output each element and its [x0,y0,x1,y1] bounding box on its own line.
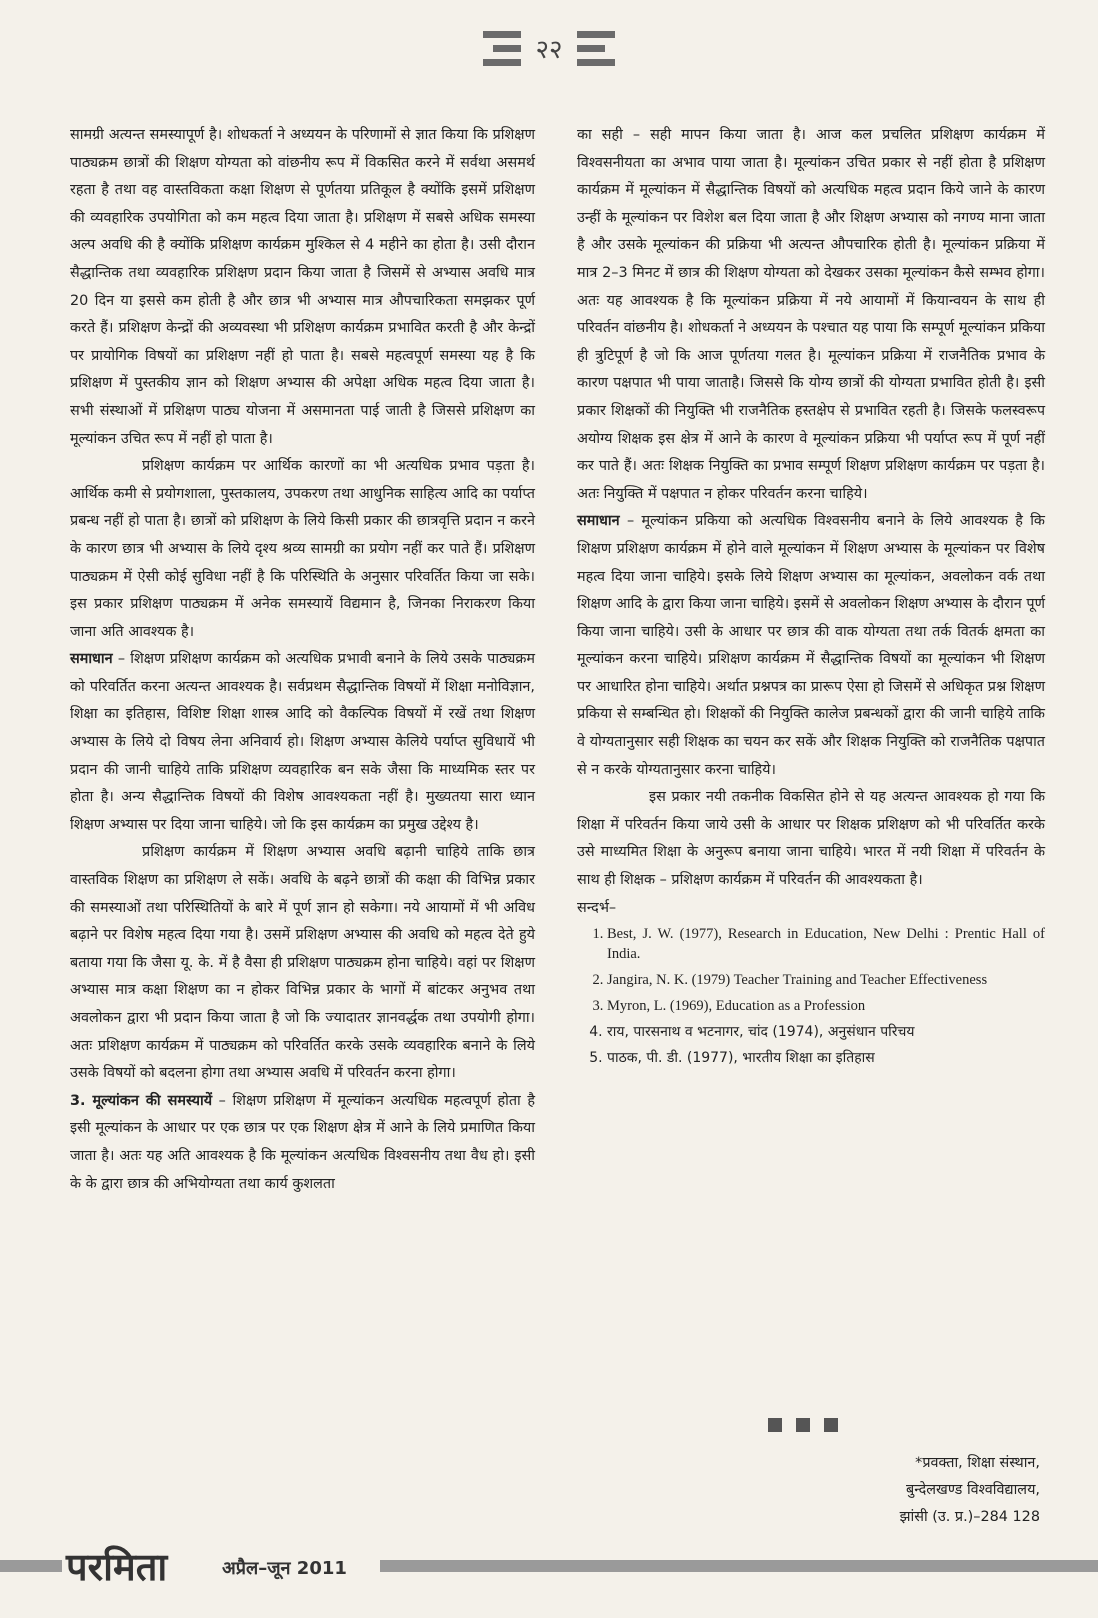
affiliation-line: *प्रवक्ता, शिक्षा संस्थान, [915,1455,1040,1471]
references-list [577,924,1045,1068]
references-heading: सन्दर्भ– [577,899,617,916]
issue-date: अप्रैल–जून 2011 [222,1558,347,1579]
right-paragraph-3: इस प्रकार नयी तकनीक विकसित होने से यह अत्यन्त आवश्यक हो गया कि शिक्षा में परिवर्तन किया जाये उसी के आधार पर शिक्षक प्रशिक्षण को भी परिवर्तित करके उसे माध्यमित शिक्षा के अनुरूप बनाया जाना चाहिये। भारत में नयी शिक्षा में परिवर्तन के साथ ही शिक्षक – प्रशिक्षण कार्यक्रम में परिवर्तन की आवश्यकता है। [577,789,1045,889]
reference-item: 1. Best, J. W. (1977), Research in Education, New Delhi : Prentic Hall of India. [607,924,1045,964]
reference-item: 4. राय, पारसनाथ व भटनागर, चांद (1974), अनुसंधान परिचय [607,1022,1045,1042]
right-paragraph-2: समाधान – मूल्यांकन प्रकिया को अत्यधिक विश्वसनीय बनाने के लिये आवश्यक है कि शिक्षण प्रशिक्षण कार्यक्रम में होने वाले मूल्यांकन में शिक्षण अभ्यास के मूल्यांकन पर विशेष महत्व दिया जाना चाहिये। इसके लिये शिक्षण अभ्यास का मूल्यांकन, अवलोकन वर्क तथा शिक्षण आदि के द्वारा किया जाना चाहिये। इसमें से अवलोकन शिक्षण अभ्यास के दौरान पूर्ण किया जाना चाहिये। उसी के आधार पर छात्र की वाक योग्यता तथा तर्क वितर्क क्षमता का मूल्यांकन करना चाहिये। प्रशिक्षण कार्यक्रम में सैद्धान्तिक विषयों का मूल्यांकन भी शिक्षण पर आधारित होना चाहिये। अर्थात प्रश्नपत्र का प्रारूप ऐसा हो जिसमें से अधिकृत प्रश्न शिक्षण प्रकिया से सम्बन्धित हो। शिक्षकों की नियुक्ति कालेज प्रबन्धकों द्वारा की जानी चाहिये ताकि वे योग्यतानुसार सही शिक्षक का चयन कर सकें और शिक्षक नियुक्ति को राजनैतिक पक्षपात से न करके योग्यतानुसार करना चाहिये। [577,513,1045,778]
left-paragraph-5: 3. मूल्यांकन की समस्यायें – शिक्षण प्रशिक्षण में मूल्यांकन अत्यधिक महत्वपूर्ण होता है इसी मूल्यांकन के आधार पर एक छात्र पर एक शिक्षण क्षेत्र में आने के लिये प्रमाणित किया जाता है। अतः यह अति आवश्यक है कि मूल्यांकन अत्यधिक विश्वसनीय तथा वैध हो। इसी के के द्वारा छात्र की अभियोग्यता तथा कार्य कुशलता [70,1092,535,1192]
section-end-ornament [768,1418,838,1432]
header-ornament-left [483,31,521,66]
footer-stripe [0,1560,62,1572]
left-paragraph-3: समाधान – शिक्षण प्रशिक्षण कार्यक्रम को अत्यधिक प्रभावी बनाने के लिये उसके पाठ्यक्रम को परिवर्तित करना अत्यन्त आवश्यक है। सर्वप्रथम सैद्धान्तिक विषयों में शिक्षा मनोविज्ञान, शिक्षा का इतिहास, विशिष्ट शिक्षा शास्त्र आदि को वैकल्पिक विषयों में रखें तथा शिक्षण अभ्यास के लिये दो विषय लेना अनिवार्य हो। शिक्षण अभ्यास केलिये पर्याप्त सुविधायें भी प्रदान की जानी चाहिये ताकि प्रशिक्षण व्यवहारिक बन सके जैसा कि माध्यमिक स्तर पर होता है। अन्य सैद्धान्तिक विषयों की विशेष आवश्यकता नहीं है। मुख्यतया सारा ध्यान शिक्षण अभ्यास पर दिया जाना चाहिये। जो कि इस कार्यक्रम का प्रमुख उद्देश्य है। [70,651,535,833]
section-heading-evaluation: 3. मूल्यांकन की समस्यायें [70,1092,213,1109]
page-header [0,18,1098,78]
footer-stripe [380,1560,1098,1572]
solution-label: समाधान [577,513,620,530]
author-affiliation [900,1450,1040,1531]
right-paragraph-1: का सही – सही मापन किया जाता है। आज कल प्रचलित प्रशिक्षण कार्यक्रम में विश्वसनीयता का अभाव पाया जाता है। मूल्यांकन उचित प्रकार से नहीं होता है प्रशिक्षण कार्यक्रम में मूल्यांकन में सैद्धान्तिक विषयों को अत्यधिक महत्व प्रदान किये जाने के कारण उन्हीं के मूल्यांकन पर विशेश बल दिया जाता है और शिक्षण अभ्यास को नगण्य माना जाता है और उसके मूल्यांकन की प्रक्रिया भी अत्यन्त औपचारिक होती है। मूल्यांकन प्रक्रिया में मात्र 2–3 मिनट में छात्र की शिक्षण योग्यता को देखकर उसका मूल्यांकन कैसे सम्भव होगा। अतः यह आवश्यक है कि मूल्यांकन प्रक्रिया में नये आयामों में कियान्वयन के साथ ही परिवर्तन वांछनीय है। शोधकर्ता ने अध्ययन के पश्चात यह पाया कि सम्पूर्ण मूल्यांकन प्रकिया ही त्रुटिपूर्ण है जो कि आज पूर्णतया गलत है। मूल्यांकन प्रक्रिया में राजनैतिक प्रभाव के कारण पक्षपात भी पाया जाताहै। जिससे कि योग्य छात्रों की योग्यता प्रभावित होती है। इसी प्रकार शिक्षकों की नियुक्ति भी राजनैतिक हस्तक्षेप से प्रभावित रहती है। जिसके फलस्वरूप अयोग्य शिक्षक इस क्षेत्र में आने के कारण वे मूल्यांकन प्रक्रिया भी पर्याप्त रूप में पूर्ण नहीं कर पाते हैं। अतः शिक्षक नियुक्ति का प्रभाव सम्पूर्ण शिक्षण प्रशिक्षण कार्यक्रम पर पड़ता है। अतः नियुक्ति में पक्षपात न होकर परिवर्तन करना चाहिये। [577,127,1045,502]
right-column [577,122,1045,1074]
solution-label: समाधान [70,651,113,668]
page-number: २२ [535,35,563,65]
left-paragraph-4: प्रशिक्षण कार्यक्रम में शिक्षण अभ्यास अवधि बढ़ानी चाहिये ताकि छात्र वास्तविक शिक्षण का प्रशिक्षण ले सकें। अवधि के बढ़ने छात्रों की कक्षा की विभिन्न प्रकार की समस्याओं तथा परिस्थितियों के बारे में पूर्ण ज्ञान हो सकेगा। नये आयामों में भी अविध बढ़ाने पर विशेष महत्व दिया गया है। उसमें प्रशिक्षण अभ्यास की अवधि को महत्व देते हुये बताया गया कि जैसा यू. के. में है वैसा ही प्रशिक्षण पाठ्यक्रम होना चाहिये। वहां पर शिक्षण अभ्यास मात्र कक्षा शिक्षण का न होकर विभिन्न प्रकार के भागों में बांटकर अनुभव तथा अवलोकन द्वारा भी प्रदान किया जाता है जो कि ज्यादातर ज्ञानवर्द्धक तथा उपयोगी होगा। अतः प्रशिक्षण कार्यक्रम में पाठ्यक्रम को परिवर्तित करके उसके व्यवहारिक बनाने के लिये उसके विषयों को बदलना होगा तथा अभ्यास अवधि में परिवर्तन करना होगा। [70,844,535,1082]
reference-item: 3. Myron, L. (1969), Education as a Profession [607,996,1045,1016]
left-column [70,122,535,1198]
reference-item: 5. पाठक, पी. डी. (1977), भारतीय शिक्षा का इतिहास [607,1048,1045,1068]
page-footer [0,1538,1098,1593]
journal-logo: परमिता [66,1544,168,1589]
left-paragraph-2: प्रशिक्षण कार्यक्रम पर आर्थिक कारणों का भी अत्यधिक प्रभाव पड़ता है। आर्थिक कमी से प्रयोगशाला, पुस्तकालय, उपकरण तथा आधुनिक साहित्य आदि का पर्याप्त प्रबन्ध नहीं हो पाता है। छात्रों को प्रशिक्षण के लिये किसी प्रकार की छात्रवृत्ति प्रदान न करने के कारण छात्र भी अभ्यास के लिये दृश्य श्रव्य सामग्री का प्रयोग नहीं कर पाते हैं। प्रशिक्षण पाठ्यक्रम में ऐसी कोई सुविधा नहीं है कि परिस्थिति के अनुसार परिवर्तित किया जा सके। इस प्रकार प्रशिक्षण पाठ्यक्रम में अनेक समस्यायें विद्यमान है, जिनका निराकरण किया जाना अति आवश्यक है। [70,458,535,640]
left-paragraph-1: सामग्री अत्यन्त समस्यापूर्ण है। शोधकर्ता ने अध्ययन के परिणामों से ज्ञात किया कि प्रशिक्षण पाठ्यक्रम छात्रों की शिक्षण योग्यता को वांछनीय रूप में विकसित करने में सर्वथा असमर्थ रहता है तथा वह वास्तविकता कक्षा शिक्षण से पूर्णतया प्रतिकूल है क्योंकि इसमें प्रशिक्षण की व्यवहारिक उपयोगिता को कम महत्व दिया जाता है। प्रशिक्षण में सबसे अधिक समस्या अल्प अवधि की है क्योंकि प्रशिक्षण कार्यक्रम मुश्किल से 4 महीने का होता है। उसी दौरान सैद्धान्तिक तथा व्यवहारिक प्रशिक्षण प्रदान किया जाता है जिसमें से अभ्यास अवधि मात्र 20 दिन या इससे कम होती है और छात्र भी अभ्यास मात्र औपचारिकता समझकर पूर्ण करते हैं। प्रशिक्षण केन्द्रों की अव्यवस्था भी प्रशिक्षण कार्यक्रम प्रभावित करती है और केन्द्रों पर प्रायोगिक विषयों का प्रशिक्षण नहीं हो पाता है। सबसे महत्वपूर्ण समस्या यह है कि प्रशिक्षण में पुस्तकीय ज्ञान को शिक्षण अभ्यास की अपेक्षा अधिक महत्व दिया जाता है। सभी संस्थाओं में प्रशिक्षण पाठ्य योजना में असमानता पाई जाती है जिससे प्रशिक्षण का मूल्यांकन उचित रूप में नहीं हो पाता है। [70,127,535,447]
affiliation-line: झांसी (उ. प्र.)–284 128 [899,1509,1040,1525]
affiliation-line: बुन्देलखण्ड विश्वविद्यालय, [906,1482,1040,1498]
reference-item: 2. Jangira, N. K. (1979) Teacher Training and Teacher Effectiveness [607,970,1045,990]
header-ornament-right [577,31,615,66]
